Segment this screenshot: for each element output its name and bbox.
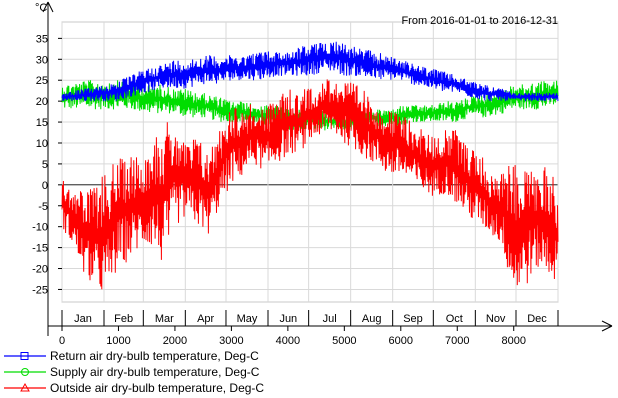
y-axis-unit: °C xyxy=(35,2,48,14)
x-tick-label: 2000 xyxy=(162,335,188,347)
y-tick-label: -20 xyxy=(32,263,48,276)
y-tick-label: 20 xyxy=(35,96,48,109)
month-label: Jan xyxy=(74,313,92,325)
legend-label: Outside air dry-bulb temperature, Deg-C xyxy=(50,381,265,395)
legend-entry xyxy=(4,365,260,379)
y-axis-ticks xyxy=(32,33,62,296)
month-label: Dec xyxy=(527,313,547,325)
x-axis-ticks xyxy=(59,326,526,347)
legend-entry xyxy=(4,349,259,363)
legend-label: Supply air dry-bulb temperature, Deg-C xyxy=(50,365,260,379)
month-label: Apr xyxy=(197,313,215,325)
month-label: Aug xyxy=(361,313,382,325)
month-label: Nov xyxy=(485,313,506,325)
month-label: Oct xyxy=(445,313,463,325)
month-label: Sep xyxy=(403,313,423,325)
y-tick-label: -10 xyxy=(32,221,48,234)
axes xyxy=(43,2,612,336)
month-label: Jun xyxy=(279,313,298,325)
y-tick-label: 25 xyxy=(35,75,48,88)
y-tick-label: 15 xyxy=(35,117,48,130)
x-tick-label: 8000 xyxy=(501,335,526,347)
month-label: Feb xyxy=(114,313,134,325)
month-label: Mar xyxy=(154,313,174,325)
y-tick-label: 0 xyxy=(41,179,48,192)
y-tick-label: -25 xyxy=(32,284,48,297)
y-tick-label: 5 xyxy=(41,158,48,171)
x-tick-label: 4000 xyxy=(275,335,301,347)
x-tick-label: 5000 xyxy=(332,335,357,347)
date-range-label: From 2016-01-01 to 2016-12-31 xyxy=(401,15,558,27)
series-lines xyxy=(62,42,558,289)
month-labels xyxy=(62,310,558,326)
month-label: May xyxy=(236,313,258,325)
legend xyxy=(4,349,264,395)
x-tick-label: 1000 xyxy=(106,335,131,347)
y-tick-label: -15 xyxy=(32,242,48,255)
legend-label: Return air dry-bulb temperature, Deg-C xyxy=(50,349,259,363)
x-tick-label: 7000 xyxy=(445,335,470,347)
x-tick-label: 6000 xyxy=(388,335,414,347)
month-label: Jul xyxy=(322,313,337,325)
y-tick-label: 10 xyxy=(35,137,48,150)
legend-entry xyxy=(4,381,264,395)
x-tick-label: 0 xyxy=(58,335,66,347)
x-tick-label: 3000 xyxy=(219,335,244,347)
y-tick-label: -5 xyxy=(38,200,48,213)
y-tick-label: 30 xyxy=(35,54,48,67)
y-tick-label: 35 xyxy=(35,33,48,46)
